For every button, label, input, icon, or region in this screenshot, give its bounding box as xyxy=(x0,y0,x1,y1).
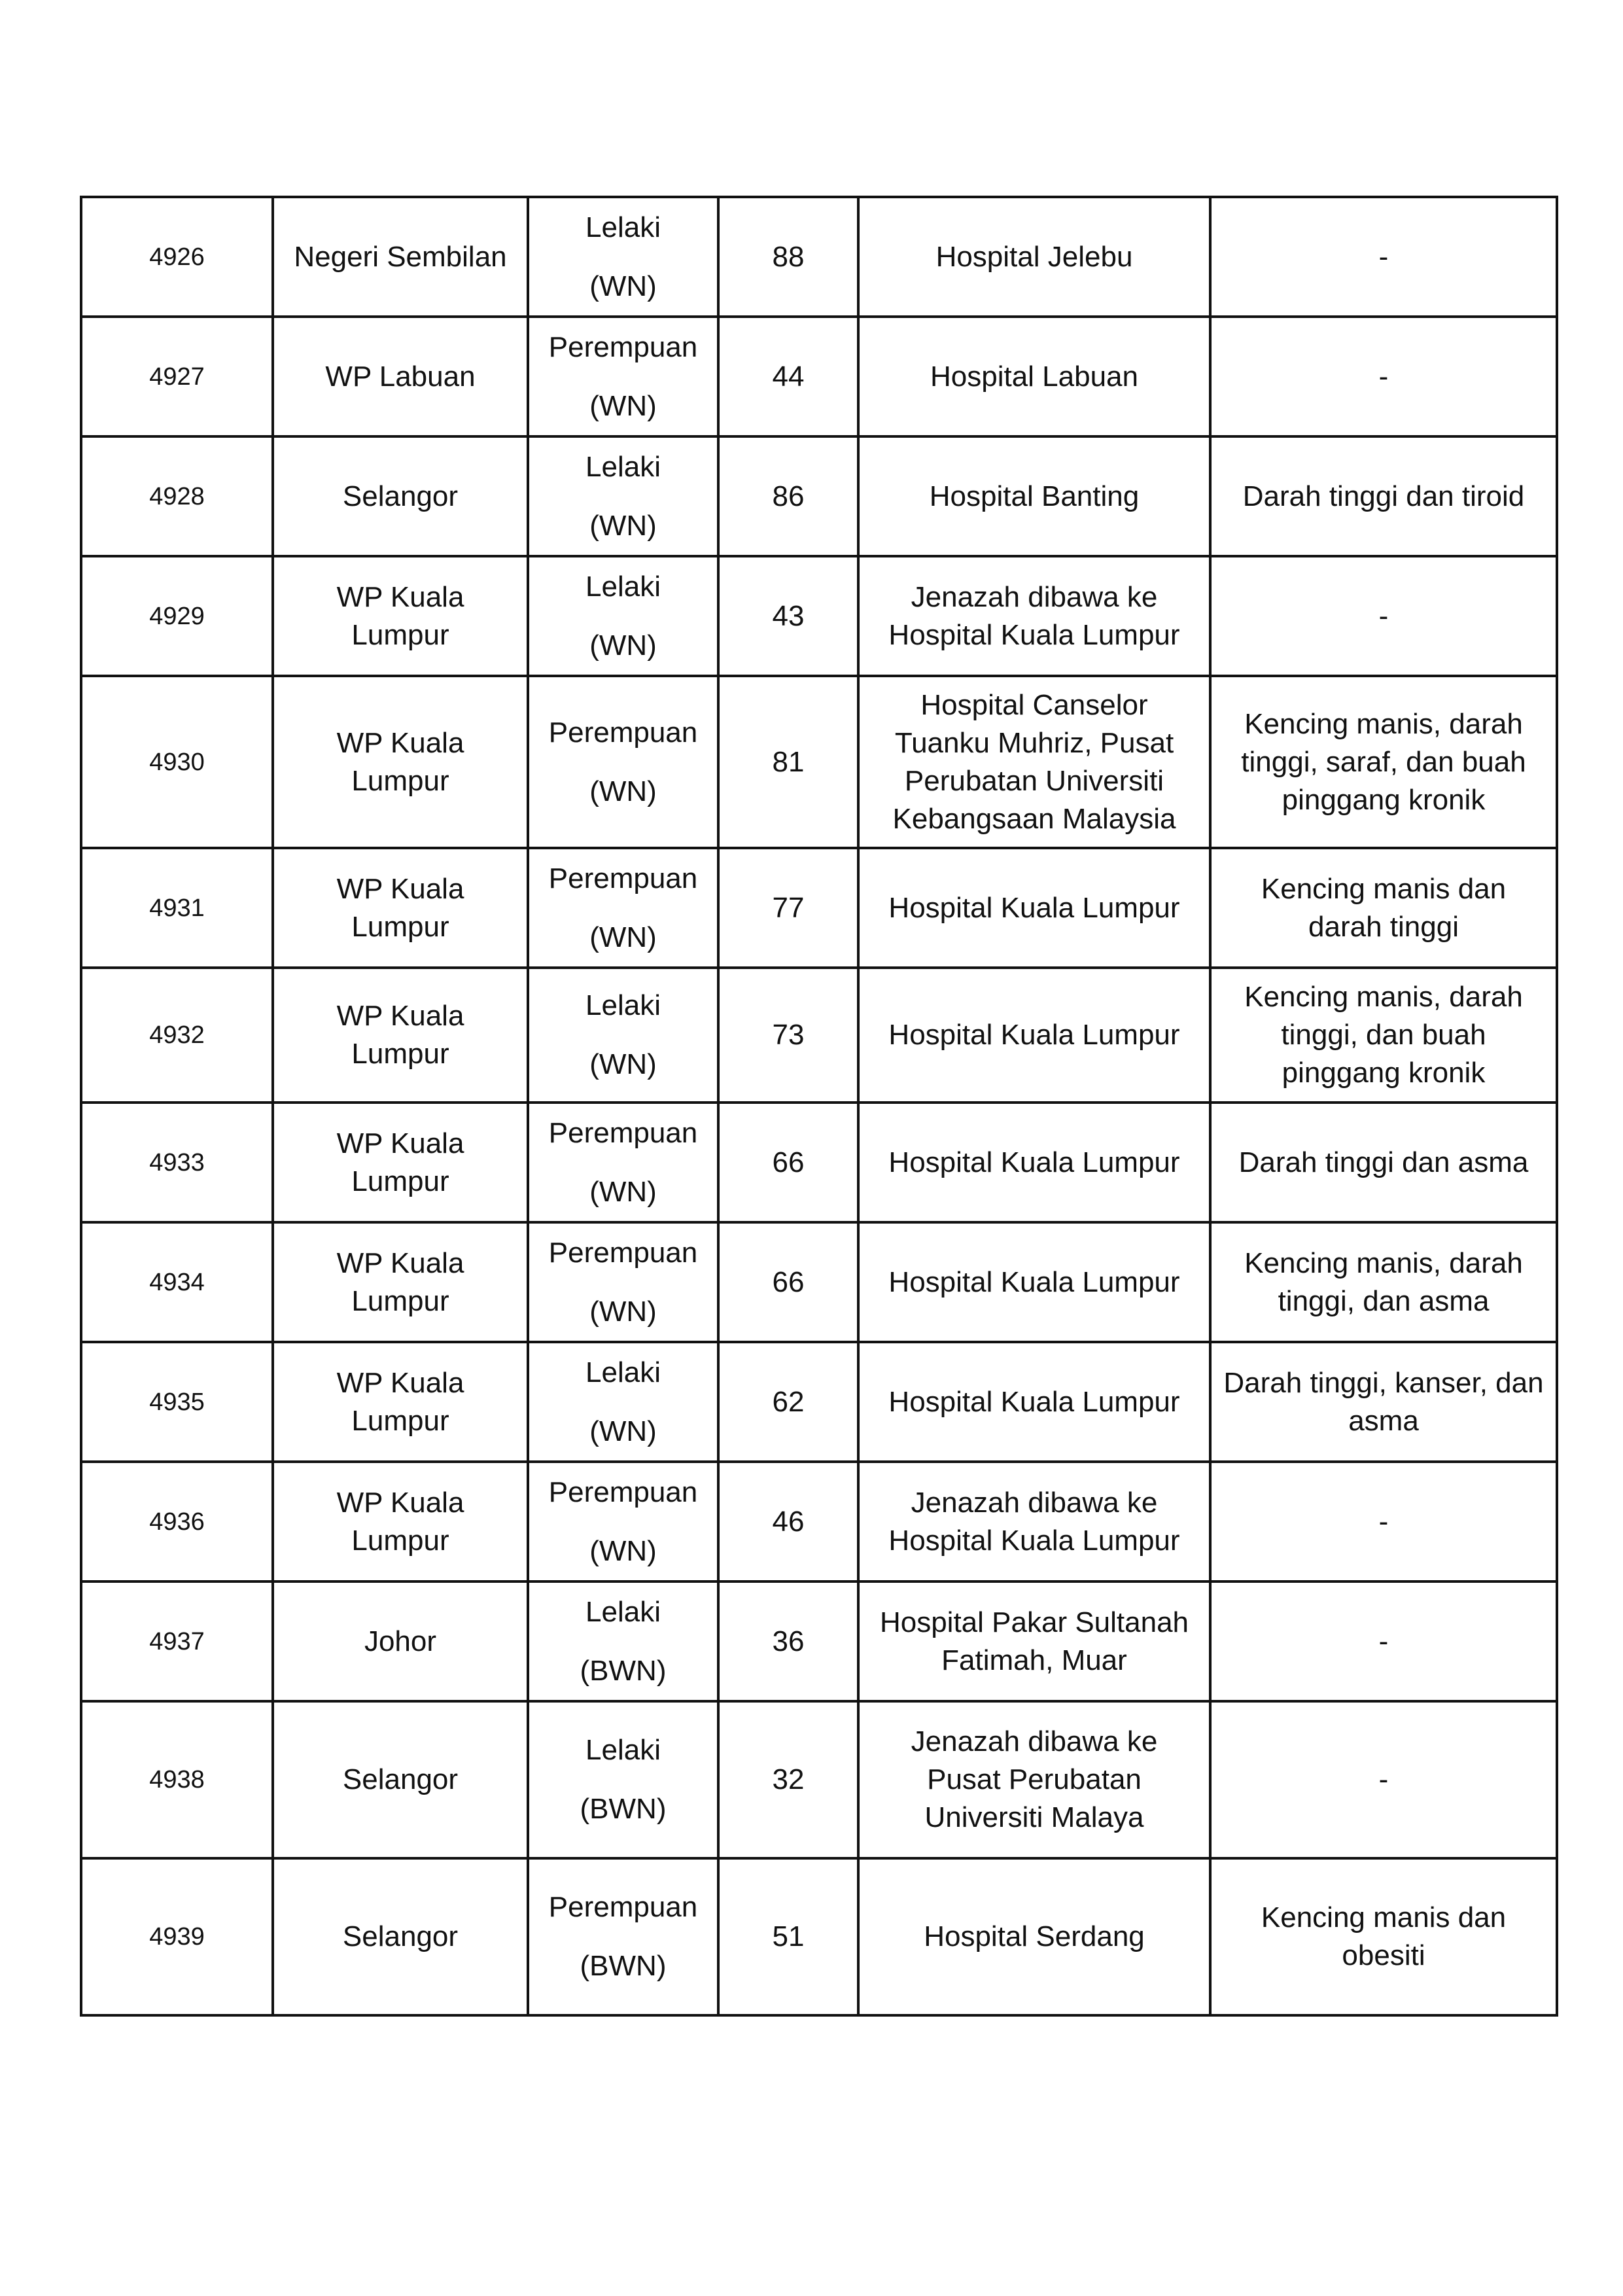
gender-nationality-cell xyxy=(528,556,718,676)
table-row xyxy=(81,1222,1557,1342)
table-row xyxy=(81,1858,1557,2015)
nationality-status: (WN) xyxy=(589,270,657,302)
table-row xyxy=(81,1342,1557,1462)
table-row xyxy=(81,556,1557,676)
comorbidity-cell: Darah tinggi dan tiroid xyxy=(1210,436,1557,556)
table-row xyxy=(81,1462,1557,1581)
nationality-status: (WN) xyxy=(589,509,657,542)
gender-label: Lelaki xyxy=(585,1734,661,1766)
death-cases-table xyxy=(80,196,1558,2017)
gender-nationality-cell xyxy=(528,1342,718,1462)
table-row xyxy=(81,1701,1557,1858)
age-cell: 77 xyxy=(718,848,858,968)
gender-nationality-cell xyxy=(528,1581,718,1701)
facility-cell: Hospital Canselor Tuanku Muhriz, Pusat Perubatan Universiti Kebangsaan Malaysia xyxy=(858,676,1210,848)
gender-nationality-cell xyxy=(528,1462,718,1581)
nationality-status: (WN) xyxy=(589,1295,657,1328)
case-number-cell: 4930 xyxy=(81,676,273,848)
table-row xyxy=(81,317,1557,436)
age-cell: 44 xyxy=(718,317,858,436)
facility-cell: Jenazah dibawa ke Hospital Kuala Lumpur xyxy=(858,556,1210,676)
gender-label: Perempuan xyxy=(548,716,698,749)
table-body xyxy=(81,197,1557,2015)
gender-nationality-cell xyxy=(528,1858,718,2015)
state-cell: WP Labuan xyxy=(273,317,528,436)
state-cell: WP Kuala Lumpur xyxy=(273,556,528,676)
gender-nationality-cell xyxy=(528,676,718,848)
state-cell: WP Kuala Lumpur xyxy=(273,1342,528,1462)
gender-nationality-cell xyxy=(528,1701,718,1858)
table-row xyxy=(81,197,1557,317)
gender-label: Perempuan xyxy=(548,1891,698,1923)
age-cell: 88 xyxy=(718,197,858,317)
case-number-cell: 4933 xyxy=(81,1103,273,1222)
table-row xyxy=(81,436,1557,556)
age-cell: 51 xyxy=(718,1858,858,2015)
gender-nationality-cell xyxy=(528,1103,718,1222)
comorbidity-cell: - xyxy=(1210,556,1557,676)
gender-label: Lelaki xyxy=(585,570,661,603)
state-cell: WP Kuala Lumpur xyxy=(273,1462,528,1581)
gender-label: Perempuan xyxy=(548,330,698,363)
case-number-cell: 4932 xyxy=(81,968,273,1103)
state-cell: Selangor xyxy=(273,436,528,556)
gender-label: Lelaki xyxy=(585,450,661,483)
state-cell: WP Kuala Lumpur xyxy=(273,848,528,968)
gender-label: Lelaki xyxy=(585,1356,661,1388)
age-cell: 66 xyxy=(718,1222,858,1342)
case-number-cell: 4931 xyxy=(81,848,273,968)
facility-cell: Jenazah dibawa ke Pusat Perubatan Universiti Malaya xyxy=(858,1701,1210,1858)
facility-cell: Hospital Pakar Sultanah Fatimah, Muar xyxy=(858,1581,1210,1701)
state-cell: WP Kuala Lumpur xyxy=(273,676,528,848)
comorbidity-cell: - xyxy=(1210,1581,1557,1701)
facility-cell: Hospital Jelebu xyxy=(858,197,1210,317)
nationality-status: (WN) xyxy=(589,775,657,807)
nationality-status: (BWN) xyxy=(580,1654,667,1687)
gender-nationality-cell xyxy=(528,1222,718,1342)
age-cell: 43 xyxy=(718,556,858,676)
nationality-status: (WN) xyxy=(589,389,657,422)
gender-nationality-cell xyxy=(528,968,718,1103)
gender-nationality-cell xyxy=(528,317,718,436)
age-cell: 81 xyxy=(718,676,858,848)
nationality-status: (WN) xyxy=(589,921,657,953)
table-row xyxy=(81,1103,1557,1222)
age-cell: 86 xyxy=(718,436,858,556)
case-number-cell: 4938 xyxy=(81,1701,273,1858)
facility-cell: Hospital Kuala Lumpur xyxy=(858,968,1210,1103)
facility-cell: Hospital Labuan xyxy=(858,317,1210,436)
table-row xyxy=(81,968,1557,1103)
gender-nationality-cell xyxy=(528,197,718,317)
table-row xyxy=(81,676,1557,848)
age-cell: 46 xyxy=(718,1462,858,1581)
gender-label: Lelaki xyxy=(585,1595,661,1628)
comorbidity-cell: Kencing manis dan darah tinggi xyxy=(1210,848,1557,968)
age-cell: 36 xyxy=(718,1581,858,1701)
table-row xyxy=(81,1581,1557,1701)
case-number-cell: 4937 xyxy=(81,1581,273,1701)
comorbidity-cell: Kencing manis, darah tinggi, dan buah pinggang kronik xyxy=(1210,968,1557,1103)
age-cell: 62 xyxy=(718,1342,858,1462)
facility-cell: Hospital Kuala Lumpur xyxy=(858,1342,1210,1462)
case-number-cell: 4928 xyxy=(81,436,273,556)
nationality-status: (WN) xyxy=(589,1534,657,1567)
state-cell: WP Kuala Lumpur xyxy=(273,1103,528,1222)
gender-nationality-cell xyxy=(528,848,718,968)
comorbidity-cell: - xyxy=(1210,1701,1557,1858)
comorbidity-cell: Kencing manis, darah tinggi, dan asma xyxy=(1210,1222,1557,1342)
facility-cell: Hospital Kuala Lumpur xyxy=(858,1103,1210,1222)
comorbidity-cell: - xyxy=(1210,197,1557,317)
facility-cell: Hospital Kuala Lumpur xyxy=(858,848,1210,968)
case-number-cell: 4936 xyxy=(81,1462,273,1581)
age-cell: 66 xyxy=(718,1103,858,1222)
state-cell: WP Kuala Lumpur xyxy=(273,1222,528,1342)
comorbidity-cell: - xyxy=(1210,1462,1557,1581)
case-number-cell: 4929 xyxy=(81,556,273,676)
comorbidity-cell: - xyxy=(1210,317,1557,436)
age-cell: 32 xyxy=(718,1701,858,1858)
case-number-cell: 4939 xyxy=(81,1858,273,2015)
comorbidity-cell: Kencing manis, darah tinggi, saraf, dan buah pinggang kronik xyxy=(1210,676,1557,848)
facility-cell: Hospital Kuala Lumpur xyxy=(858,1222,1210,1342)
state-cell: Selangor xyxy=(273,1701,528,1858)
state-cell: Selangor xyxy=(273,1858,528,2015)
facility-cell: Hospital Serdang xyxy=(858,1858,1210,2015)
case-number-cell: 4926 xyxy=(81,197,273,317)
state-cell: WP Kuala Lumpur xyxy=(273,968,528,1103)
case-number-cell: 4934 xyxy=(81,1222,273,1342)
age-cell: 73 xyxy=(718,968,858,1103)
comorbidity-cell: Darah tinggi dan asma xyxy=(1210,1103,1557,1222)
gender-label: Lelaki xyxy=(585,211,661,243)
comorbidity-cell: Darah tinggi, kanser, dan asma xyxy=(1210,1342,1557,1462)
gender-label: Perempuan xyxy=(548,1236,698,1269)
nationality-status: (WN) xyxy=(589,1415,657,1447)
nationality-status: (WN) xyxy=(589,1048,657,1080)
nationality-status: (BWN) xyxy=(580,1793,667,1825)
gender-label: Perempuan xyxy=(548,1475,698,1508)
gender-label: Perempuan xyxy=(548,862,698,894)
facility-cell: Jenazah dibawa ke Hospital Kuala Lumpur xyxy=(858,1462,1210,1581)
case-number-cell: 4927 xyxy=(81,317,273,436)
nationality-status: (WN) xyxy=(589,629,657,662)
gender-nationality-cell xyxy=(528,436,718,556)
gender-label: Lelaki xyxy=(585,989,661,1021)
nationality-status: (BWN) xyxy=(580,1950,667,1982)
table-row xyxy=(81,848,1557,968)
facility-cell: Hospital Banting xyxy=(858,436,1210,556)
state-cell: Negeri Sembilan xyxy=(273,197,528,317)
nationality-status: (WN) xyxy=(589,1175,657,1208)
case-number-cell: 4935 xyxy=(81,1342,273,1462)
state-cell: Johor xyxy=(273,1581,528,1701)
gender-label: Perempuan xyxy=(548,1116,698,1149)
comorbidity-cell: Kencing manis dan obesiti xyxy=(1210,1858,1557,2015)
